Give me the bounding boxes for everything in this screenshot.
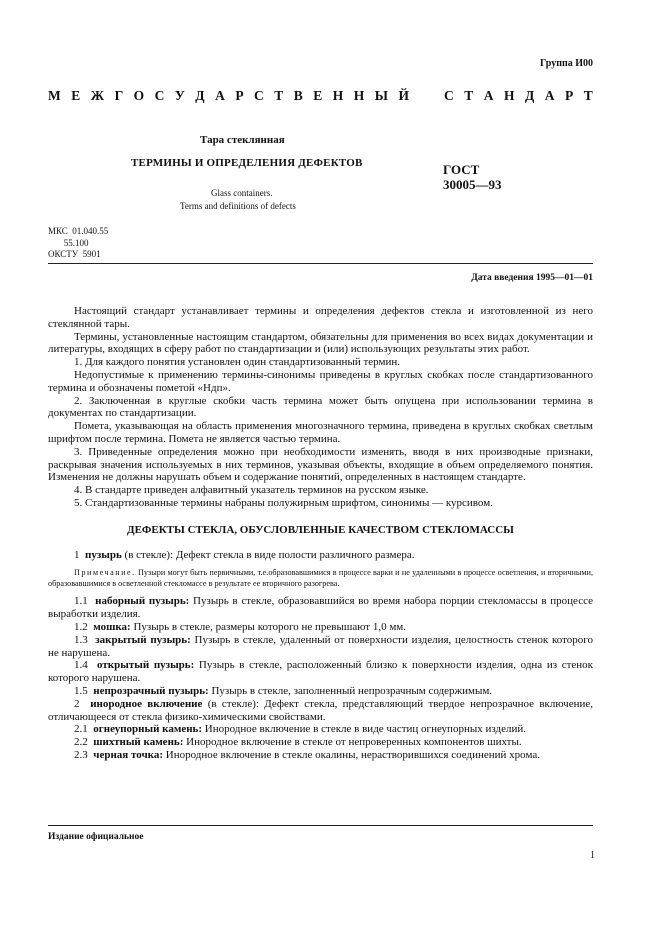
term-entry (48, 749, 593, 762)
note-label: Примечание. (74, 568, 136, 578)
english-title-line-1: Glass containers. (211, 188, 273, 198)
standard-heading-letter: Н (332, 88, 344, 103)
term-name: черная точка: (93, 748, 164, 761)
standard-heading-letter: Й (398, 88, 410, 103)
term-number: 1.1 (74, 595, 88, 608)
term-name: непрозрачный пузырь: (93, 684, 209, 697)
okstu-code: ОКСТУ 5901 (48, 249, 101, 259)
standard-heading-letter: С (154, 88, 165, 103)
term-name: огнеупорный камень: (93, 723, 203, 736)
english-title-line-2: Terms and definitions of defects (180, 201, 296, 211)
term-number: 1.4 (74, 659, 88, 672)
term-definition: (в стекле): Дефект стекла, представляющий твердое непрозрачное включение, отличающееся от стекла физико-химическими свойствами. (48, 697, 593, 723)
term-name: инородное включение (90, 697, 203, 710)
intro-paragraph: Недопустимые к применению термины-синонимы приведены в круглых скобках после стандартизованного термина и обозначены пометой «Ндп». (48, 368, 593, 394)
term-list (48, 595, 593, 761)
intro-paragraph: Термины, установленные настоящим стандартом, обязательны для применения во всех видах документации и литературы, входящих в сферу работ по стандартизации и (или) использующих результаты этих работ. (48, 330, 593, 356)
effective-date: Дата введения 1995—01—01 (471, 273, 593, 283)
term-definition: Пузырь в стекле, образовавшийся во время набора порции стекломассы в процессе выработки изделия. (48, 595, 593, 621)
term-definition: Пузырь в стекле, заполненный непрозрачным содержимым. (208, 684, 493, 697)
standard-heading-letter: А (483, 88, 494, 103)
intro-paragraph: 3. Приведенные определения можно при необходимости изменять, вводя в них производные признаки, раскрывая значения используемых в них терминов, указывая объекты, входящие в объем определяемого понятия. Изменения не должны нарушать объем и содержание понятий, определенных в настоящем стандарте. (48, 445, 593, 484)
note (48, 567, 593, 589)
standard-heading-letter: Д (195, 88, 205, 103)
term-definition: Пузырь в стекле, размеры которого не превышают 1,0 мм. (130, 620, 407, 633)
term-entry (48, 659, 593, 685)
standard-heading-letter: Р (565, 88, 574, 103)
intro-paragraph: Настоящий стандарт устанавливает термины и определения дефектов стекла и изготовленной из него стеклянной тары. (48, 305, 593, 330)
standard-heading-letter: С (254, 88, 264, 103)
standard-heading-letter: Н (353, 88, 365, 103)
term-entry (48, 634, 593, 660)
intro-paragraph: 4. В стандарте приведен алфавитный указатель терминов на русском языке. (74, 484, 429, 497)
group-code: Группа И00 (540, 58, 593, 69)
standard-heading-letter: Ж (90, 88, 105, 103)
document-topic: Тара стеклянная (200, 134, 285, 146)
page-number: 1 (590, 850, 595, 861)
term-number: 2.3 (74, 748, 88, 761)
standard-heading-letter: Е (71, 88, 81, 103)
section-heading: ДЕФЕКТЫ СТЕКЛА, ОБУСЛОВЛЕННЫЕ КАЧЕСТВОМ СТЕКЛОМАССЫ (127, 523, 514, 536)
intro-paragraph: Помета, указывающая на область применения многозначного термина, приведена в круглых скобках светлым шрифтом после термина. Помета не является частью термина. (48, 420, 593, 445)
document-title: ТЕРМИНЫ И ОПРЕДЕЛЕНИЯ ДЕФЕКТОВ (131, 157, 363, 169)
term-number: 2 (74, 697, 80, 710)
interstate-standard-heading (48, 88, 593, 104)
note-text: Пузыри могут быть первичными, т.е.образовавшимися в процессе варки и не удаленными в процессе осветления, и вторичными, образовавшимися в осветленной стекломассе в результате ее вторичного разогрева. (48, 568, 593, 589)
term-entry (48, 595, 593, 621)
standard-heading-letter: М (48, 88, 61, 103)
term-number: 1.5 (74, 684, 88, 697)
gost-label: ГОСТ (443, 162, 480, 177)
introduction (48, 305, 593, 510)
standard-heading-letter: Т (274, 88, 284, 103)
term-number: 1 (74, 548, 80, 561)
standard-heading-letter: В (293, 88, 303, 103)
term-definition: Пузырь в стекле, расположенный близко к поверхности изделия, одна из стенок которого нарушена. (48, 659, 594, 685)
edition-note: Издание официальное (48, 832, 144, 842)
term-name: шихтный камень: (93, 736, 184, 749)
standard-heading-letter: А (215, 88, 225, 103)
classification-codes (48, 226, 108, 261)
standard-heading-letter: Н (503, 88, 515, 103)
term-entry (48, 549, 593, 562)
term-definition: (в стекле): Дефект стекла в виде полости различного размера. (121, 548, 415, 561)
term-definition: Инородное включение в стекле в виде частиц огнеупорных изделий. (202, 723, 526, 736)
standard-heading-letter (420, 88, 434, 104)
term-entry (48, 621, 593, 634)
gost-designation (443, 162, 502, 192)
term-definition: Пузырь в стекле, удаленный от поверхности изделия, целостность стенок которого не нарушена. (48, 633, 593, 659)
standard-heading-letter: Т (583, 88, 593, 103)
term-entry (48, 685, 593, 698)
term-number: 1.3 (74, 633, 88, 646)
term-name: закрытый пузырь: (95, 633, 191, 646)
term-number: 2.1 (74, 723, 88, 736)
standard-heading-letter: Е (313, 88, 323, 103)
mks-code-1: МКС 01.040.55 (48, 226, 109, 236)
standard-heading-letter: Р (235, 88, 244, 103)
term-number: 1.2 (74, 620, 88, 633)
intro-paragraph: 2. Заключенная в круглые скобки часть термина может быть опущена при использовании термина в документах по стандартизации. (48, 394, 593, 420)
standard-heading-letter: Ы (374, 88, 389, 103)
term-definition: Инородное включение в стекле окалины, нерастворившихся соединений хрома. (163, 748, 540, 761)
standard-heading-letter: Т (464, 88, 474, 103)
term-entry (48, 736, 593, 749)
standard-heading-letter: А (544, 88, 555, 103)
mks-code-2: 55.100 (48, 237, 89, 248)
term-name: открытый пузырь: (97, 659, 195, 672)
standard-heading-letter: О (133, 88, 145, 103)
standard-heading-letter: У (174, 88, 185, 103)
term-name: наборный пузырь: (95, 595, 190, 608)
term-number: 2.2 (74, 736, 88, 749)
intro-paragraph: 1. Для каждого понятия установлен один стандартизованный термин. (74, 356, 400, 369)
term-entry (48, 723, 593, 736)
intro-paragraph: 5. Стандартизованные термины набраны полужирным шрифтом, синонимы — курсивом. (74, 496, 493, 509)
document-body (48, 305, 593, 762)
standard-heading-letter: Г (114, 88, 124, 103)
term-name: пузырь (85, 548, 122, 561)
standard-heading-letter: Д (524, 88, 535, 103)
standard-heading-letter: С (444, 88, 454, 103)
term-definition: Инородное включение в стекле от непроверенных компонентов шихты. (183, 736, 522, 749)
term-entry (48, 698, 593, 724)
term-name: мошка: (93, 620, 131, 633)
gost-number: 30005—93 (443, 177, 502, 192)
footer-divider (48, 825, 593, 826)
header-divider (48, 263, 593, 264)
